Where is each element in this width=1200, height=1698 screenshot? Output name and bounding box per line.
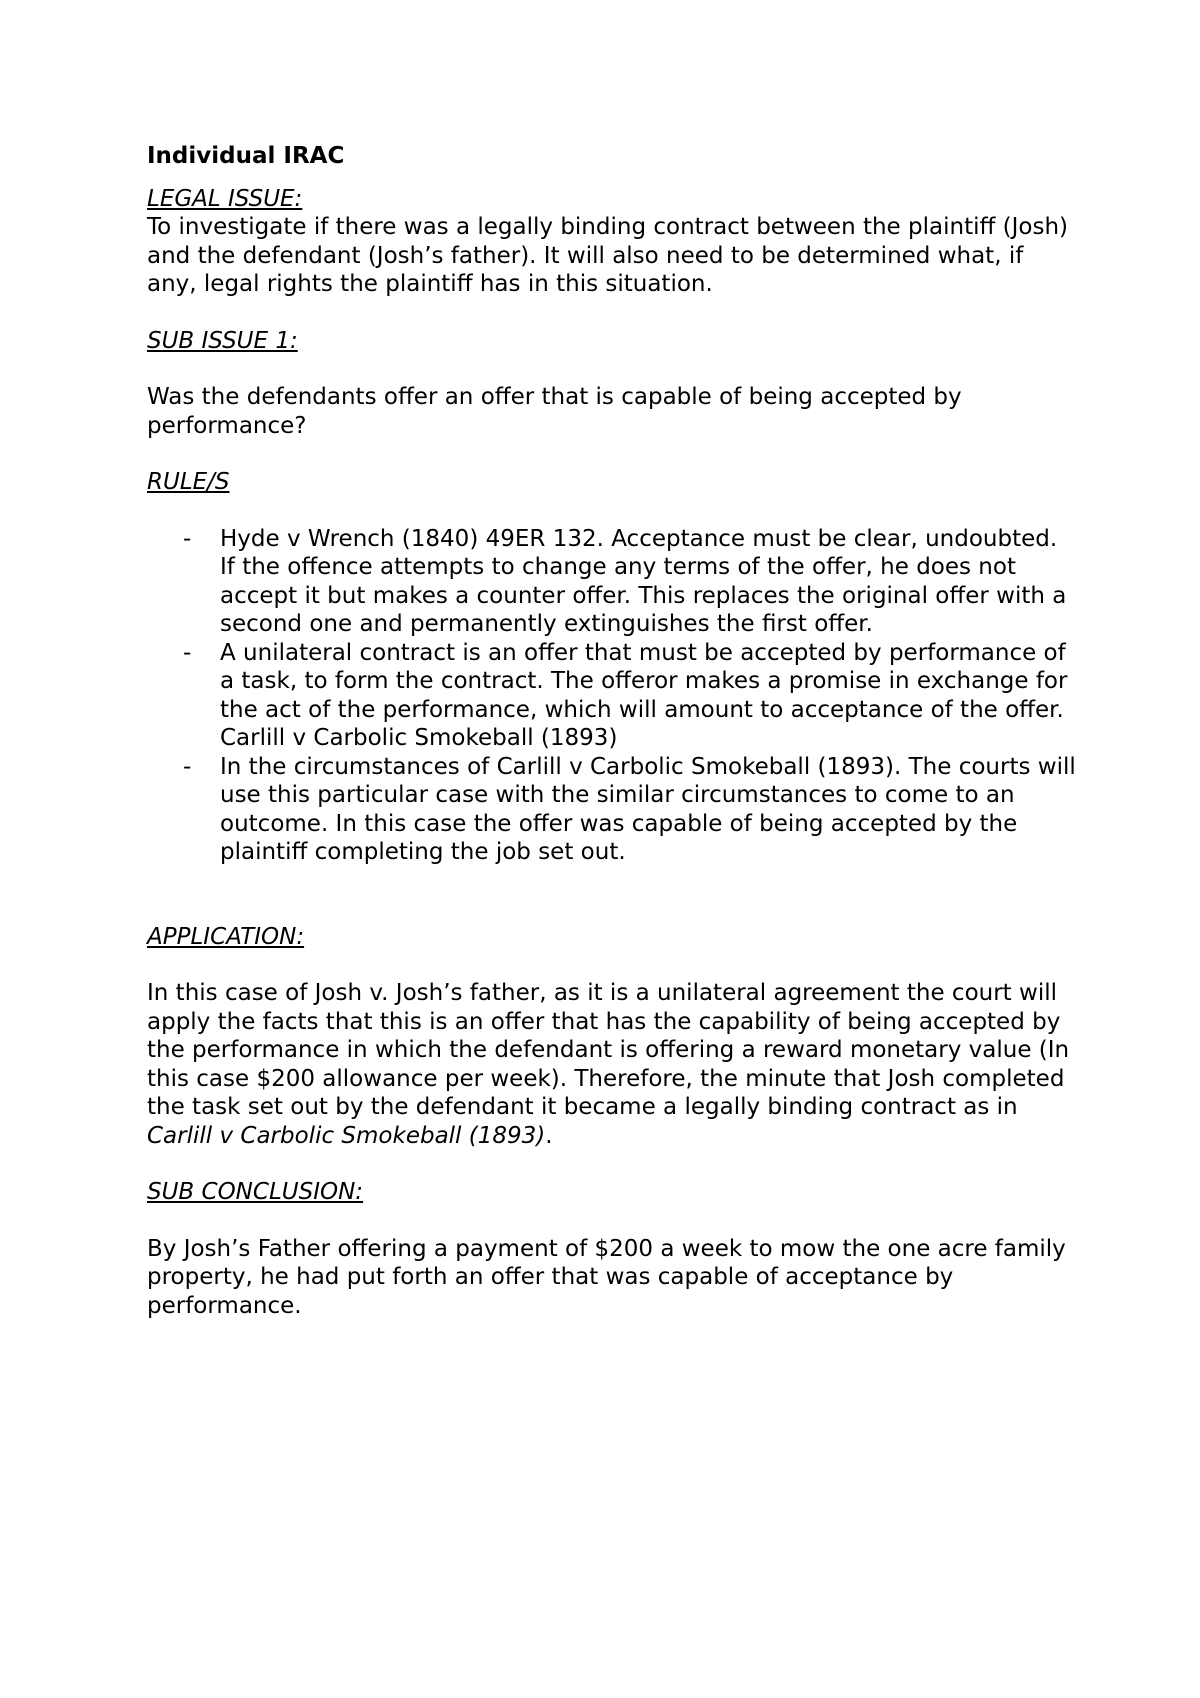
sub-issue-1-heading: SUB ISSUE 1: (147, 327, 298, 354)
rule-text: In the circumstances of Carlill v Carbolic Smokeball (1893). The courts will use this particular case with the similar circumstances to come to an outcome. In this case the offer was capable of being accepted by the plaintiff completing the job set out. (220, 753, 1076, 865)
list-item (147, 753, 1077, 867)
rule-text: A unilateral contract is an offer that must be accepted by performance of a task, to form the contract. The offeror makes a promise in exchange for the act of the performance, which will amount to acceptance of the offer. Carlill v Carbolic Smokeball (1893) (220, 639, 1068, 751)
application-heading: APPLICATION: (147, 923, 305, 950)
sub-conclusion-text: By Josh’s Father offering a payment of $200 a week to mow the one acre family property, he had put forth an offer that was capable of acceptance by performance. (147, 1235, 1066, 1319)
legal-issue-heading: LEGAL ISSUE: (147, 185, 303, 212)
application-end: . (545, 1122, 553, 1149)
case-citation: Carlill v Carbolic Smokeball (1893) (147, 1122, 546, 1149)
bullet-dash: - (183, 639, 192, 666)
sub-issue-1-text: Was the defendants offer an offer that is capable of being accepted by performance? (147, 384, 962, 439)
document-title: Individual IRAC (147, 143, 345, 169)
rules-list (147, 525, 1077, 867)
legal-issue-text: To investigate if there was a legally binding contract between the plaintiff (Josh) and the defendant (Josh’s father). It will also need to be determined what, if any, legal rights the plaintiff has in this situation. (147, 214, 1068, 297)
bullet-dash: - (183, 753, 192, 780)
document-page (147, 142, 1077, 1320)
list-item (147, 639, 1077, 753)
list-item (147, 525, 1077, 639)
bullet-dash: - (183, 525, 192, 552)
rule-text: Hyde v Wrench (1840) 49ER 132. Acceptance must be clear, undoubted. If the offence attempts to change any terms of the offer, he does not accept it but makes a counter offer. This replaces the original offer with a second one and permanently extinguishes the first offer. (220, 525, 1067, 637)
application-text (147, 979, 1077, 1150)
sub-conclusion-heading: SUB CONCLUSION: (147, 1179, 364, 1205)
rules-heading: RULE/S (147, 469, 230, 495)
application-body: In this case of Josh v. Josh’s father, as it is a unilateral agreement the court will apply the facts that this is an offer that has the capability of being accepted by the performance in which the defendant is offering a reward monetary value (In this case $200 allowance per week). Therefore, the minute that Josh completed the task set out by the defendant it became a legally binding contract as in (147, 980, 1070, 1120)
